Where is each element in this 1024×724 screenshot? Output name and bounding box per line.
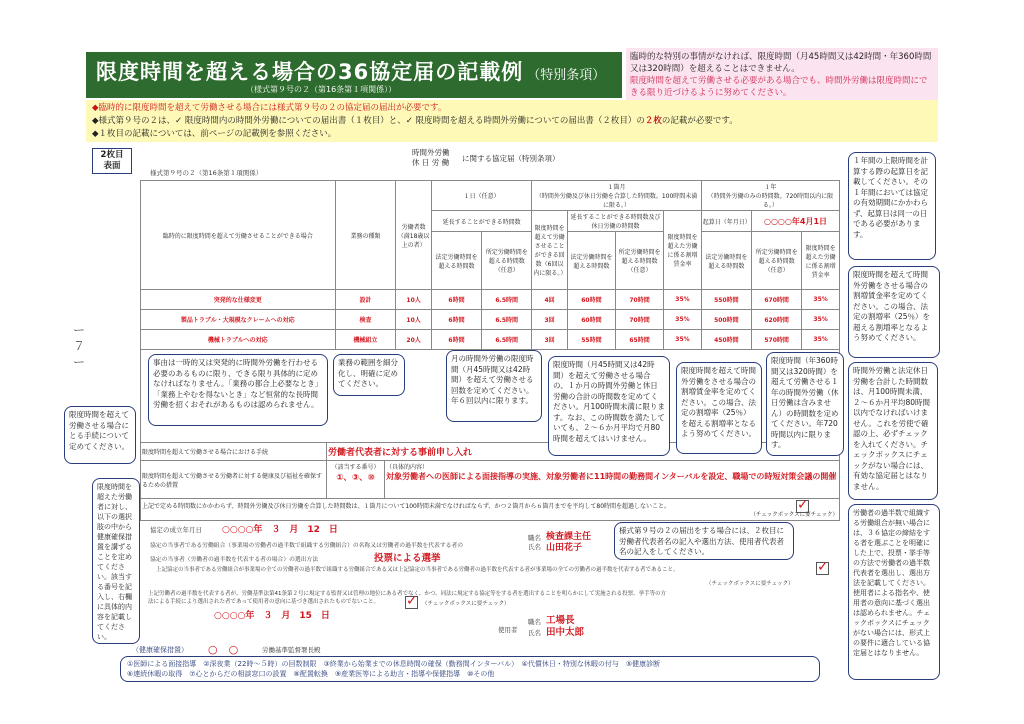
row-reason: 製品トラブル・大規模なクレームへの対応 [141, 310, 336, 330]
row-type: 機械組立 [335, 330, 396, 350]
row-year-legal: 450時間 [701, 330, 751, 350]
pledge-checkbox[interactable]: ✓ [797, 497, 809, 513]
title-subtitle: （様式第９号の２（第16条第１項関係）） [246, 85, 397, 94]
day-extend-header: 延長することができる時間数 [431, 211, 531, 232]
callout-year: 限度時間（年360時間又は320時間）を超えて労働させる１年の時間外労働（休日労働は含みません）の時間数を定めてください。年720時間以内に限ります。 [766, 352, 844, 456]
health-numbers-cell [327, 461, 385, 499]
month-rate-header: 限度時間を超えた労働に係る割増賃金率 [664, 211, 702, 290]
health-numbers: ①、③、⑩ [336, 473, 375, 483]
title-bar [86, 52, 622, 98]
month-scheduled-header: 所定労働時間を超える時間数（任意） [616, 232, 664, 290]
row-year-legal: 550時間 [701, 290, 751, 310]
row-day-legal: 6時間 [431, 310, 481, 330]
row-count: 20人 [396, 330, 432, 350]
health-content: 対象労働者への医師による面接指導の実施、対象労働者に11時間の勤務間インターバルを設定、職場での時短対策会議の開催 [386, 472, 837, 481]
majority-text: 上記協定の当事者である労働組合が事業場の全ての労働者の過半数で組織する労働組合である又は上記協定の当事者である労働者の過半数を代表する者が事業場の全ての労働者の過半数を代表する者であること。 [156, 567, 679, 573]
col-year-header [701, 181, 839, 211]
form-heading-bottom: 休 日 労 働 [412, 158, 450, 167]
row-reason: 突発的な仕様変更 [141, 290, 336, 310]
row-month-legal: 60時間 [567, 310, 615, 330]
callout-checkbox: 時間外労働と法定休日労働を合計した時間数は、月100時間未満、２～６か月平均80時間以内でなければいけません。これを労使で確認の上、必ずチェックを入れてください。チェックボックスにチェックがない場合には、有効な協定届とはなりません。 [848, 362, 938, 500]
row-year-scheduled: 570時間 [752, 330, 802, 350]
callout-representative: 様式第９号の２の届出をする場合には、２枚目に労働者代表者名の記入や選出方法、使用者代表者名の記入をしてください。 [614, 522, 794, 560]
pledge-checkbox-note: （チェックボックスに要チェック） [750, 512, 838, 518]
row-count: 10人 [396, 310, 432, 330]
procedure-label: 限度時間を超えて労働させる場合における手続 [141, 443, 327, 461]
measures-line-1: ①医師による面接指導 ②深夜業（22時～５時）の回数制限 ③終業から始業までの休息時間の確保（勤務間インターバル） ④代償休日・特別な休暇の付与 ⑤健康診断 [127, 660, 661, 668]
row-year-rate: 35% [802, 310, 840, 330]
page-tag-line-1: 2枚目 [100, 150, 124, 160]
pledge-text: 上記で定める時間数にかかわらず、時間外労働及び休日労働を合算した時間数は、１箇月について100時間未満でなければならず、かつ２箇月から６箇月までを平均して80時間を超過しないこと。 [142, 503, 671, 510]
employer-post-label: 職名 [528, 618, 541, 626]
employer-post: 工場長 [546, 615, 575, 626]
col-month-header [532, 181, 701, 211]
col-reason-header: 臨時的に限度時間を超えて労働させることができる場合 [141, 181, 336, 290]
procedure-value: 労働者代表者に対する事前申し入れ [327, 443, 840, 461]
callout-reason: 事由は一時的又は突発的に時間外労働を行わせる必要のあるものに限り、できる限り具体的に定めなければなりません。「業務の都合上必要なとき」「業務上やむを得ないとき」など恒常的な長時間労働を招くおそれがあるものは認められません。 [148, 354, 328, 426]
row-day-scheduled: 6.5時間 [482, 310, 532, 330]
form-number: 様式第９号の２（第16条第１項関係） [150, 169, 263, 177]
health-content-cell [385, 461, 840, 499]
callout-majority: 労働者の過半数で組織する労働組合が無い場合には、３６協定の締結をする者を選ぶことを明確にした上で、投票・挙手等の方法で労働者の過半数代表者を選出し、選出方法を記載してください。使用者による指名や、使用者の意向に基づく選出は認められません。チェックボックスにチェックがない場合には、形式上の要件に適合している協定届とはなりません。 [848, 504, 940, 680]
agreement-date: ○○○○年 ３ 月 12 日 [222, 525, 338, 535]
notice-box [86, 100, 938, 142]
post-label: 職名 [528, 534, 541, 542]
day-legal-header: 法定労働時間を超える時間数 [431, 232, 481, 290]
row-times: 4回 [532, 290, 568, 310]
table-row [141, 330, 840, 350]
notice-line-2 [92, 115, 932, 128]
form-heading-right: に関する協定届（特別条項） [462, 154, 560, 163]
table-row [141, 290, 840, 310]
representative-checkbox-note: （チェックボックスに要チェック） [422, 601, 510, 607]
row-times: 3回 [532, 310, 568, 330]
notice-line-1: ◆臨時的に限度時間を超えて労働させる場合には様式第９号の２の協定届の届出が必要です。 [92, 103, 447, 113]
notice-line-2-a: ◆様式第９号の２は、✓ 限度時間内の時間外労働についての届出書（１枚目）と、✓ 限度時間を超える時間外労働についての届出書（２枚目）の [92, 116, 645, 126]
year-scheduled-header: 所定労働時間を超える時間数（任意） [752, 232, 802, 290]
row-times: 3回 [532, 330, 568, 350]
row-month-scheduled: 65時間 [616, 330, 664, 350]
row-year-scheduled: 670時間 [752, 290, 802, 310]
employer-label: 使用者 [498, 626, 518, 634]
row-month-rate: 35% [664, 310, 702, 330]
representative-text: 上記労働者の過半数を代表する者が、労働基準法第41条第２号に規定する監督又は管理の地位にある者でなく、かつ、同法に規定する協定等をする者を選出することを明らかにして実施される投票、挙手等の方法による手続により選出された者であって使用者の意向に基づき選出されたものでないこと。 [148, 591, 667, 605]
agreement-date-label: 協定の成立年月日 [150, 526, 202, 534]
row-day-legal: 6時間 [431, 290, 481, 310]
party-post-name-labels [528, 534, 541, 552]
top-note-text: 臨時的な特別の事情がなければ、限度時間（月45時間又は42時間・年360時間又は320時間）を超えることはできません。 [630, 52, 932, 74]
year-start-label: 起算日（年月日） [701, 211, 751, 232]
col-count-header: 労働者数（満18歳以上の者） [396, 181, 432, 290]
col-year-title: １年 [764, 184, 777, 191]
office-name: ○ ○ [208, 643, 239, 656]
row-month-legal: 60時間 [567, 290, 615, 310]
health-label: 限度時間を超えて労働させる労働者に対する健康及び福祉を確保するための措置 [141, 461, 327, 499]
callout-year-start: １年間の上限時間を計算する際の起算日を記載してください。その１年間においては協定の有効期間にかかわらず、起算日は同一の日である必要があります。 [848, 152, 936, 260]
callout-month: 限度時間（月45時間又は42時間）を超えて労働させる場合の、１か月の時間外労働と休日労働の合計の時間数を定めてください。月100時間未満に限ります。なお、この時間数を満たしていても、２～６か月平均で月80時間を超えてはいけません。 [548, 356, 670, 456]
callout-times: 月の時間外労働の限度時間（月45時間又は42時間）を超えて労働させる回数を定めてください。年６回以内に限ります。 [446, 350, 542, 422]
representative-checkbox[interactable]: ✓ [406, 593, 418, 609]
method-value: 投票による選挙 [374, 553, 441, 564]
top-note-red-text: 限度時間を超えて労働させる必要がある場合でも、時間外労働は限度時間にできる限り近づけるように努めてください。 [630, 76, 928, 98]
row-day-scheduled: 6.5時間 [482, 290, 532, 310]
callout-rate: 限度時間を超えて時間外労働をさせる場合の割増賃金率を定めてください。この場合、法定の割増率（25％）を超える割増率となるよう努めてください。 [848, 266, 940, 358]
row-month-rate: 35% [664, 290, 702, 310]
row-day-scheduled: 6.5時間 [482, 330, 532, 350]
row-month-legal: 55時間 [567, 330, 615, 350]
year-legal-header: 法定労働時間を超える時間数 [701, 232, 751, 290]
majority-checkbox[interactable]: ✓ [817, 559, 829, 575]
month-times-header: 限度時間を超えて労働させることができる回数（6回以内に限る。） [532, 211, 568, 290]
notice-line-3: ◆１枚目の記載については、前ページの記載例を参照ください。 [92, 129, 337, 139]
majority-checkbox-note: （チェックボックスに要チェック） [706, 581, 794, 587]
form-heading [412, 148, 450, 168]
party-post-name [546, 532, 591, 554]
top-note [626, 48, 938, 100]
page-marker: ー７ー [72, 323, 85, 369]
month-extend-header: 延長することができる時間数及び休日労働の時間数 [567, 211, 663, 232]
callout-procedure: 限度時間を超えて労働させる場合にとる手続について定めてください。 [64, 406, 136, 464]
row-year-rate: 35% [802, 290, 840, 310]
title-special: （特別条項） [527, 68, 606, 83]
page-tag [92, 148, 132, 174]
notice-line-2-b: ２枚 [644, 116, 662, 126]
page-title: 限度時間を超える場合の36協定届の記載例 [96, 60, 524, 84]
col-day-header: １日（任意） [431, 181, 531, 211]
row-count: 10人 [396, 290, 432, 310]
callout-rate-month: 限度時間を超えて時間外労働をさせる場合の割増賃金率を定めてください。この場合、法定の割増率（25％）を超える割増率となるよう努めてください。 [676, 362, 762, 454]
row-year-scheduled: 620時間 [752, 310, 802, 330]
party-post: 検査課主任 [546, 532, 592, 542]
pledge-row [141, 499, 840, 521]
row-type: 設計 [335, 290, 396, 310]
callout-type: 業務の範囲を細分化し、明確に定めてください。 [333, 354, 405, 396]
measures-line-2: ⑥連続休暇の取得 ⑦心とからだの相談窓口の設置 ⑧配置転換 ⑨産業医等による助言・指導や保健指導 ⑩その他 [127, 670, 495, 678]
row-month-scheduled: 70時間 [616, 310, 664, 330]
office-label: 労働基準監督署長殿 [262, 646, 321, 654]
col-month-note: （時間外労働及び休日労働を合算した時間数。100時間未満に限る。） [535, 193, 698, 209]
measures-box [120, 656, 820, 682]
page-tag-line-2: 表面 [103, 161, 121, 171]
health-content-label: （具体的内容） [386, 464, 429, 471]
row-type: 検査 [335, 310, 396, 330]
row-year-rate: 35% [802, 330, 840, 350]
col-year-note: （時間外労働のみの時間数。720時間以内に限る。） [707, 193, 834, 209]
callout-health: 限度時間を超えた労働者に対し、以下の選択肢の中から健康確保措置を講ずることを定めてください。該当する番号を記入し、右欄に具体的内容を記載してください。 [92, 478, 140, 644]
col-type-header: 業務の種類 [335, 181, 396, 290]
year-rate-header: 限度時間を超えた労働に係る割増賃金率 [802, 232, 840, 290]
name-label: 氏名 [528, 543, 541, 551]
party-label: 協定の当事者である労働組合（事業場の労働者の過半数で組織する労働組合）の名称又は労働者の過半数を代表する者の [150, 543, 464, 549]
table-row [141, 310, 840, 330]
submit-date: ○○○○年 ３ 月 15 日 [214, 611, 330, 621]
year-start-date: ○○○○年4月1日 [752, 211, 840, 232]
row-day-legal: 6時間 [431, 330, 481, 350]
month-legal-header: 法定労働時間を超える時間数 [567, 232, 615, 290]
measures-title: （健康確保措置） [132, 646, 188, 654]
form-heading-top: 時間外労働 [412, 148, 450, 157]
method-label: 協定の当事者（労働者の過半数を代表する者の場合）の選出方法 [150, 557, 319, 563]
row-reason: 機械トラブルへの対応 [141, 330, 336, 350]
employer-post-name [546, 615, 584, 639]
row-year-legal: 500時間 [701, 310, 751, 330]
day-scheduled-header: 所定労働時間を超える時間数（任意） [482, 232, 532, 290]
col-month-title: １箇月 [607, 184, 626, 191]
party-name: 山田花子 [546, 543, 583, 553]
employer-name: 田中太郎 [546, 627, 585, 638]
row-month-scheduled: 70時間 [616, 290, 664, 310]
employer-name-label: 氏名 [528, 629, 541, 637]
row-month-rate: 35% [664, 330, 702, 350]
employer-post-name-labels [528, 617, 541, 639]
health-numbers-label: （該当する番号） [331, 464, 380, 471]
notice-line-2-c: の記載が必要です。 [661, 116, 738, 126]
